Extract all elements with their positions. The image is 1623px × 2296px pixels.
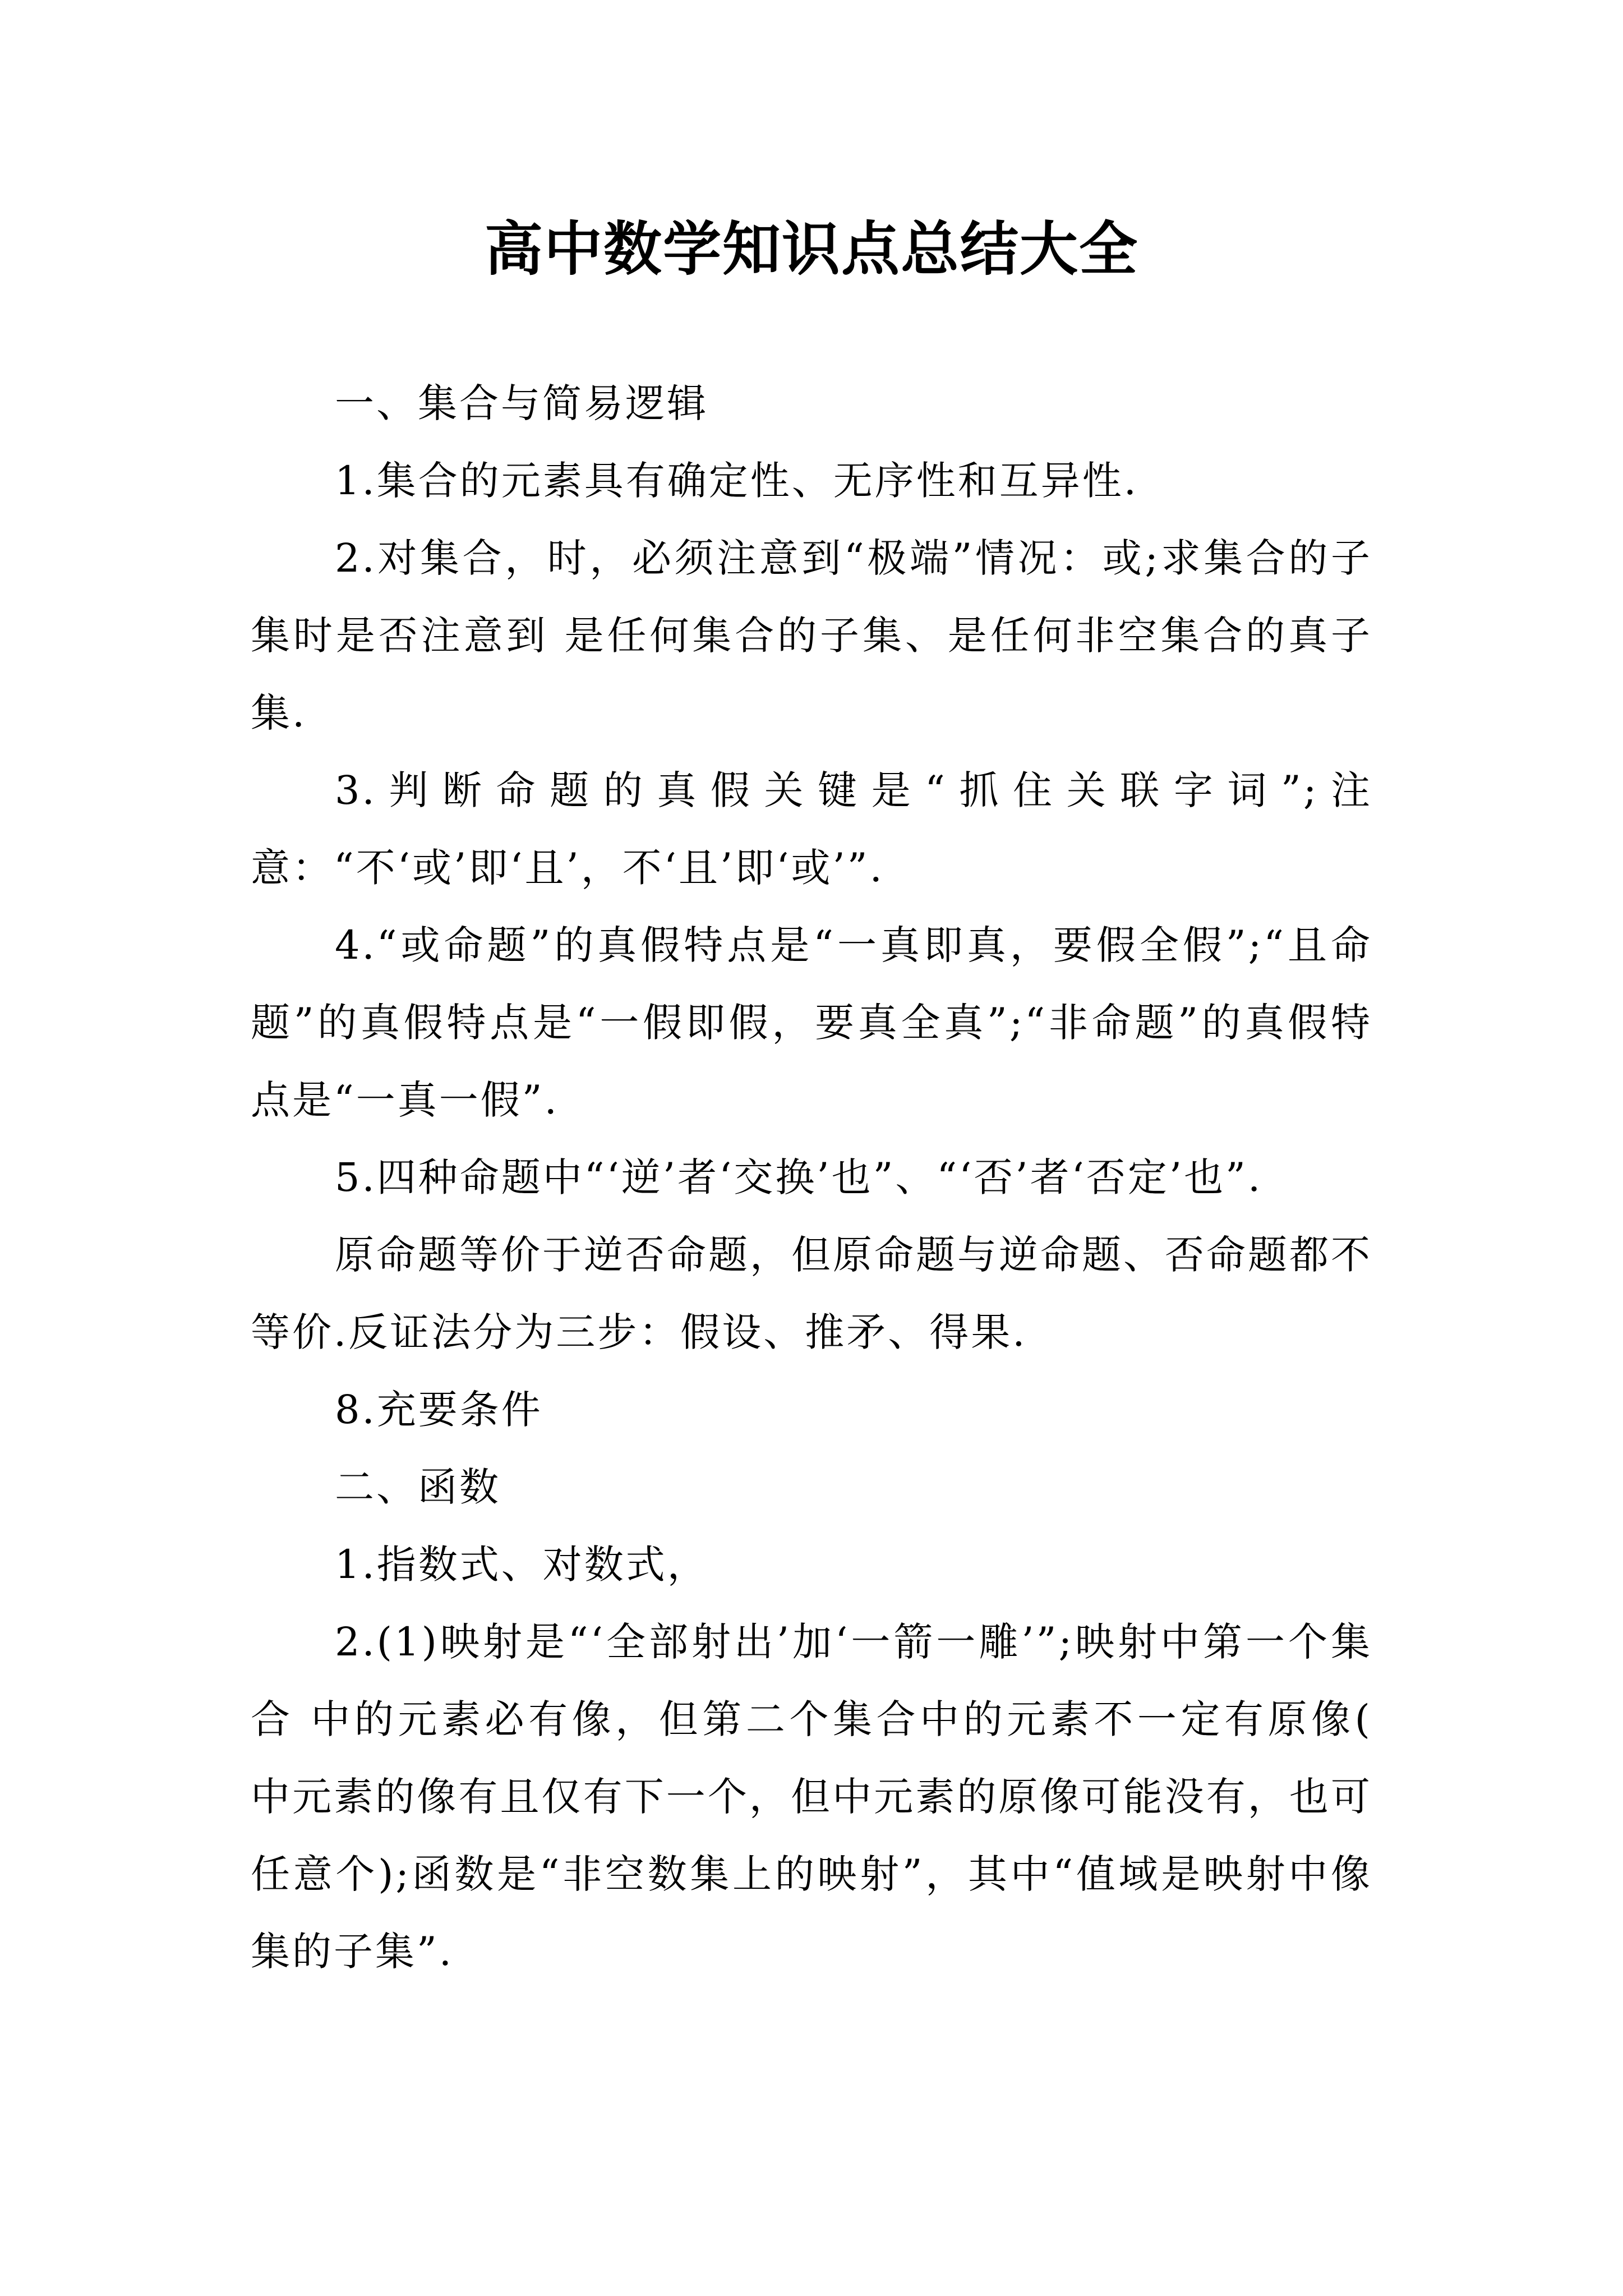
paragraph-item-5: 5.四种命题中“‘逆’者‘交换’也”、“‘否’者‘否定’也”. [335,1154,1263,1200]
section-heading-sets-logic: 一、集合与简易逻辑 [335,380,708,426]
paragraph-functions-item-1: 1.指数式、对数式， [335,1542,709,1588]
section-heading-functions: 二、函数 [335,1464,501,1510]
paragraph-item-4: 4.“或命题”的真假特点是“一真即真，要假全假”;“且命题”的真假特点是“一假即假，要真全真”;“非命题”的真假特点是“一真一假”. [251,922,1372,1123]
paragraph-equivalence: 原命题等价于逆否命题，但原命题与逆命题、否命题都不等价.反证法分为三步：假设、推矛、得果. [251,1232,1372,1355]
paragraph-item-8: 8.充要条件 [335,1387,543,1433]
document-body [251,365,1372,1990]
document-title: 高中数学知识点总结大全 [484,214,1138,283]
paragraph-item-3: 3.判断命题的真假关键是“抓住关联字词”;注意：“不‘或’即‘且’，不‘且’即‘或’”. [251,767,1372,891]
paragraph-item-2: 2.对集合，时，必须注意到“极端”情况：或;求集合的子集时是否注意到 是任何集合的子集、是任何非空集合的真子集. [251,535,1372,736]
paragraph-item-1: 1.集合的元素具有确定性、无序性和互异性. [335,458,1139,504]
paragraph-functions-item-2: 2.(1)映射是“‘全部射出’加‘一箭一雕’”;映射中第一个集合 中的元素必有像，但第二个集合中的元素不一定有原像( 中元素的像有且仅有下一个，但中元素的原像可能没有，也可任意个);函数是“非空数集上的映射”，其中“值域是映射中像集的子集”. [251,1619,1372,1975]
